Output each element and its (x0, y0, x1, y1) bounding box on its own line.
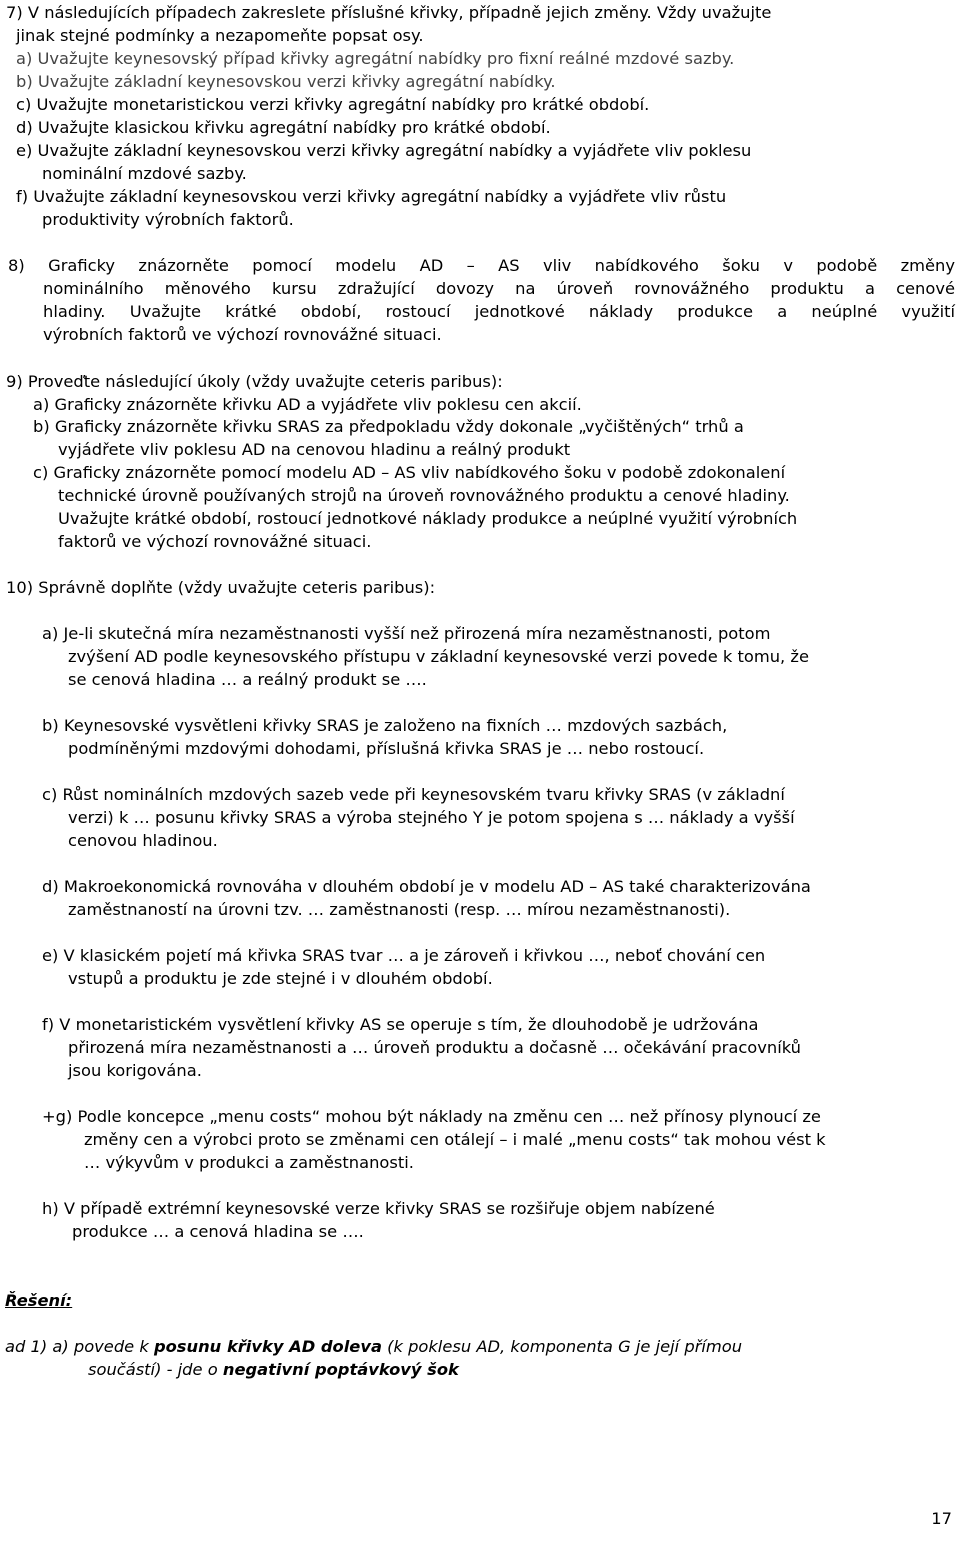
q7-item-b: b) Uvažujte základní keynesovskou verzi křivky agregátní nabídky. (16, 72, 556, 91)
q7-item-e-line-2: nominální mzdové sazby. (42, 164, 247, 183)
q10-item-h-line-1: h) V případě extrémní keynesovské verze křivky SRAS se rozšiřuje objem nabízené (42, 1199, 715, 1218)
q10-intro: 10) Správně doplňte (vždy uvažujte ceteris paribus): (6, 578, 436, 597)
q9-item-b-line-1: b) Graficky znázorněte křivku SRAS za předpokladu vždy dokonale „vyčištěných“ trhů a (33, 417, 744, 436)
q10-item-b-line-2: podmíněnými mzdovými dohodami, příslušná křivka SRAS je … nebo rostoucí. (68, 739, 705, 758)
q10-item-g-line-3: … výkyvům v produkci a zaměstnanosti. (84, 1153, 414, 1172)
q10-item-c-line-2: verzi) k … posunu křivky SRAS a výroba stejného Y je potom spojena s … náklady a vyšší (68, 808, 795, 827)
q8-line-2: nominálního měnového kursu zdražující dovozy na úroveň rovnovážného produktu a cenové (43, 279, 955, 298)
q10-item-g-line-1: +g) Podle koncepce „menu costs“ mohou být náklady na změnu cen … než přínosy plynoucí ze (42, 1107, 821, 1126)
solution-emphasis-demand-shock: negativní poptávkový šok (222, 1360, 459, 1379)
q10-item-e-line-2: vstupů a produktu je zde stejné i v dlouhém období. (68, 969, 493, 988)
q8-line-3: hladiny. Uvažujte krátké období, rostoucí jednotkové náklady produkce a neúplné využití (43, 302, 955, 321)
q8-line-4: výrobních faktorů ve výchozí rovnovážné situaci. (43, 325, 442, 344)
q10-item-d-line-2: zaměstnaností na úrovni tzv. … zaměstnanosti (resp. … mírou nezaměstnanosti). (68, 900, 731, 919)
q10-item-f-line-1: f) V monetaristickém vysvětlení křivky AS se operuje s tím, že dlouhodobě je udržována (42, 1015, 759, 1034)
page-number: 17 (931, 1509, 952, 1528)
q9-item-c-line-2: technické úrovně používaných strojů na úroveň rovnovážného produktu a cenové hladiny. (58, 486, 790, 505)
q10-item-c-line-1: c) Růst nominálních mzdových sazeb vede při keynesovském tvaru křivky SRAS (v základní (42, 785, 785, 804)
q10-item-h-line-2: produkce … a cenová hladina se …. (72, 1222, 364, 1241)
q10-item-b-line-1: b) Keynesovské vysvětleni křivky SRAS je založeno na fixních … mzdových sazbách, (42, 716, 728, 735)
q9-item-c-line-1: c) Graficky znázorněte pomocí modelu AD – AS vliv nabídkového šoku v podobě zdokonalení (33, 463, 786, 482)
solution-line-2: součástí) - jde o negativní poptávkový šok (88, 1360, 459, 1379)
q7-item-e-line-1: e) Uvažujte základní keynesovskou verzi křivky agregátní nabídky a vyjádřete vliv poklesu (16, 141, 752, 160)
solution-heading: Řešení: (5, 1291, 73, 1310)
solution-emphasis-ad-shift: posunu křivky AD doleva (153, 1337, 382, 1356)
q10-item-c-line-3: cenovou hladinou. (68, 831, 218, 850)
q7-item-f-line-2: produktivity výrobních faktorů. (42, 210, 294, 229)
q9-item-a: a) Graficky znázorněte křivku AD a vyjádřete vliv poklesu cen akcií. (33, 395, 582, 414)
q10-item-a-line-1: a) Je-li skutečná míra nezaměstnanosti vyšší než přirozená míra nezaměstnanosti, potom (42, 624, 771, 643)
q9-item-c-line-3: Uvažujte krátké období, rostoucí jednotkové náklady produkce a neúplné využití výrobních (58, 509, 798, 528)
q10-item-a-line-2: zvýšení AD podle keynesovského přístupu v základní keynesovské verzi povede k tomu, že (68, 647, 809, 666)
q9-intro: 9) Proveďte následující úkoly (vždy uvažujte ceteris paribus): (6, 372, 503, 391)
q9-item-c-line-4: faktorů ve výchozí rovnovážné situaci. (58, 532, 372, 551)
q10-item-g-line-2: změny cen a výrobci proto se změnami cen otálejí – i malé „menu costs“ tak mohou vést k (84, 1130, 826, 1149)
q7-intro-line-2: jinak stejné podmínky a nezapomeňte popsat osy. (16, 26, 424, 45)
q7-item-c: c) Uvažujte monetaristickou verzi křivky agregátní nabídky pro krátké období. (16, 95, 650, 114)
solution-line-1: ad 1) a) povede k posunu křivky AD doleva (k poklesu AD, komponenta G je její přímou (5, 1337, 743, 1356)
q10-item-f-line-2: přirozená míra nezaměstnanosti a … úroveň produktu a dočasně … očekávání pracovníků (68, 1038, 801, 1057)
q10-item-e-line-1: e) V klasickém pojetí má křivka SRAS tvar … a je zároveň i křivkou …, neboť chování cen (42, 946, 766, 965)
q9-item-b-line-2: vyjádřete vliv poklesu AD na cenovou hladinu a reálný produkt (58, 440, 571, 459)
q7-item-d: d) Uvažujte klasickou křivku agregátní nabídky pro krátké období. (16, 118, 551, 137)
q10-item-f-line-3: jsou korigována. (68, 1061, 202, 1080)
q8-line-1: 8) Graficky znázorněte pomocí modelu AD – AS vliv nabídkového šoku v podobě změny (8, 256, 955, 275)
q7-intro-line-1: 7) V následujících případech zakreslete příslušné křivky, případně jejich změny. Vždy uvažujte (6, 3, 772, 22)
q10-item-a-line-3: se cenová hladina … a reálný produkt se …. (68, 670, 427, 689)
q7-item-a: a) Uvažujte keynesovský případ křivky agregátní nabídky pro fixní reálné mzdové sazby. (16, 49, 735, 68)
q7-item-f-line-1: f) Uvažujte základní keynesovskou verzi křivky agregátní nabídky a vyjádřete vliv růstu (16, 187, 727, 206)
q10-item-d-line-1: d) Makroekonomická rovnováha v dlouhém období je v modelu AD – AS také charakterizována (42, 877, 811, 896)
